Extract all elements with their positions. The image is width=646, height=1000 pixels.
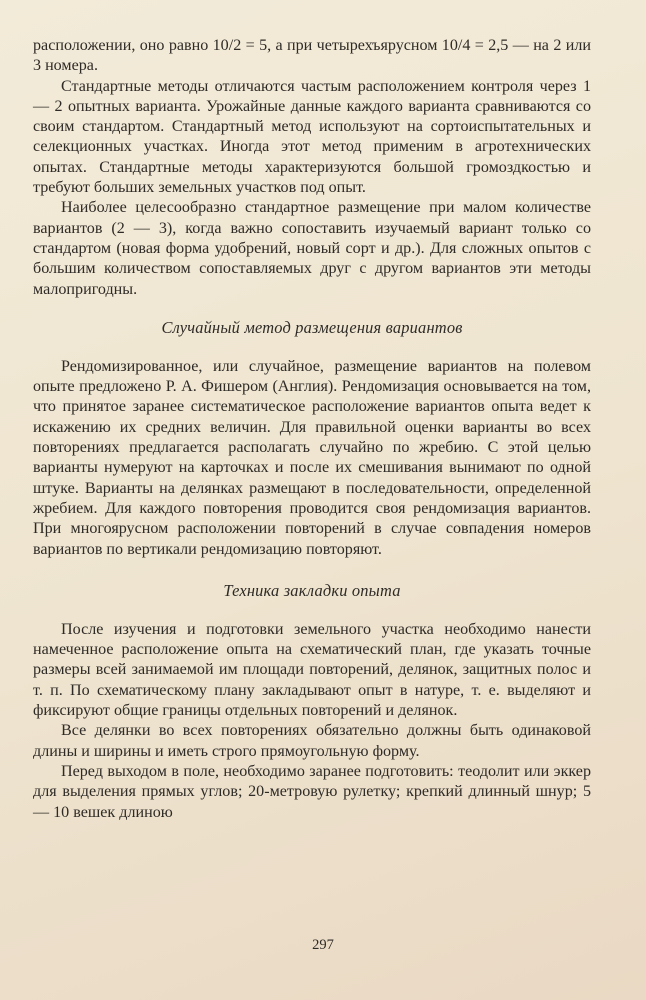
- page-text: [33, 36, 591, 823]
- paragraph-equipment: Перед выходом в поле, необходимо заранее подготовить: теодолит или эккер для выделения прямых углов; 20-метровую рулетку; крепкий длинный шнур; 5 — 10 вешек длиною: [33, 762, 591, 821]
- section-heading-random-method: Случайный метод размещения вариантов: [161, 317, 463, 337]
- paragraph-plan: После изучения и подготовки земельного участка необходимо нанести намеченное расположение опыта на схематический план, где указать точные размеры всей занимаемой им площади повторений, делянок, защитных полос и т. п. По схематическому плану закладывают опыт в натуре, т. е. выделяют и фиксируют общие границы отдельных повторений и делянок.: [33, 620, 591, 720]
- paragraph-randomization: Рендомизированное, или случайное, размещение вариантов на полевом опыте предложено Р. А. Фишером (Англия). Рендомизация основывается на том, что принятое заранее систематическое расположение вариантов опыта ведет к искажению их средних величин. Для правильной оценки варианты во всех повторениях предлагается располагать случайно по жребию. С этой целью варианты нумеруют на карточках и после их смешивания вынимают по одной штуке. Варианты на делянках размещают в последовательности, определенной жребием. Для каждого повторения проводится своя рендомизация вариантов. При многоярусном расположении повторений в случае совпадения номеров вариантов по вертикали рендомизацию повторяют.: [33, 357, 591, 558]
- paragraph-standard-methods: Стандартные методы отличаются частым расположением контроля через 1 — 2 опытных варианта. Урожайные данные каждого варианта сравниваются со своим стандартом. Стандартный метод используют на сортоиспытательных и селекционных участках. Иногда этот метод применим в агротехнических опытах. Стандартные методы характеризуются большой громоздкостью и требуют больших земельных участков под опыт.: [33, 77, 591, 197]
- paragraph-standard-placement: Наиболее целесообразно стандартное размещение при малом количестве вариантов (2 — 3), когда важно сопоставить изучаемый вариант только со стандартом (новая форма удобрений, новый сорт и др.). Для сложных опытов с большим количеством сопоставляемых друг с другом вариантов эти методы малопригодны.: [33, 199, 591, 298]
- page-number: 297: [312, 937, 334, 953]
- section-heading-technique: Техника закладки опыта: [223, 580, 401, 600]
- paragraph-continuation: расположении, оно равно 10/2 = 5, а при четырехъярусном 10/4 = 2,5 — на 2 или 3 номера.: [33, 37, 591, 75]
- paragraph-plots: Все делянки во всех повторениях обязательно должны быть одинаковой длины и ширины и иметь строго прямоугольную форму.: [33, 722, 591, 760]
